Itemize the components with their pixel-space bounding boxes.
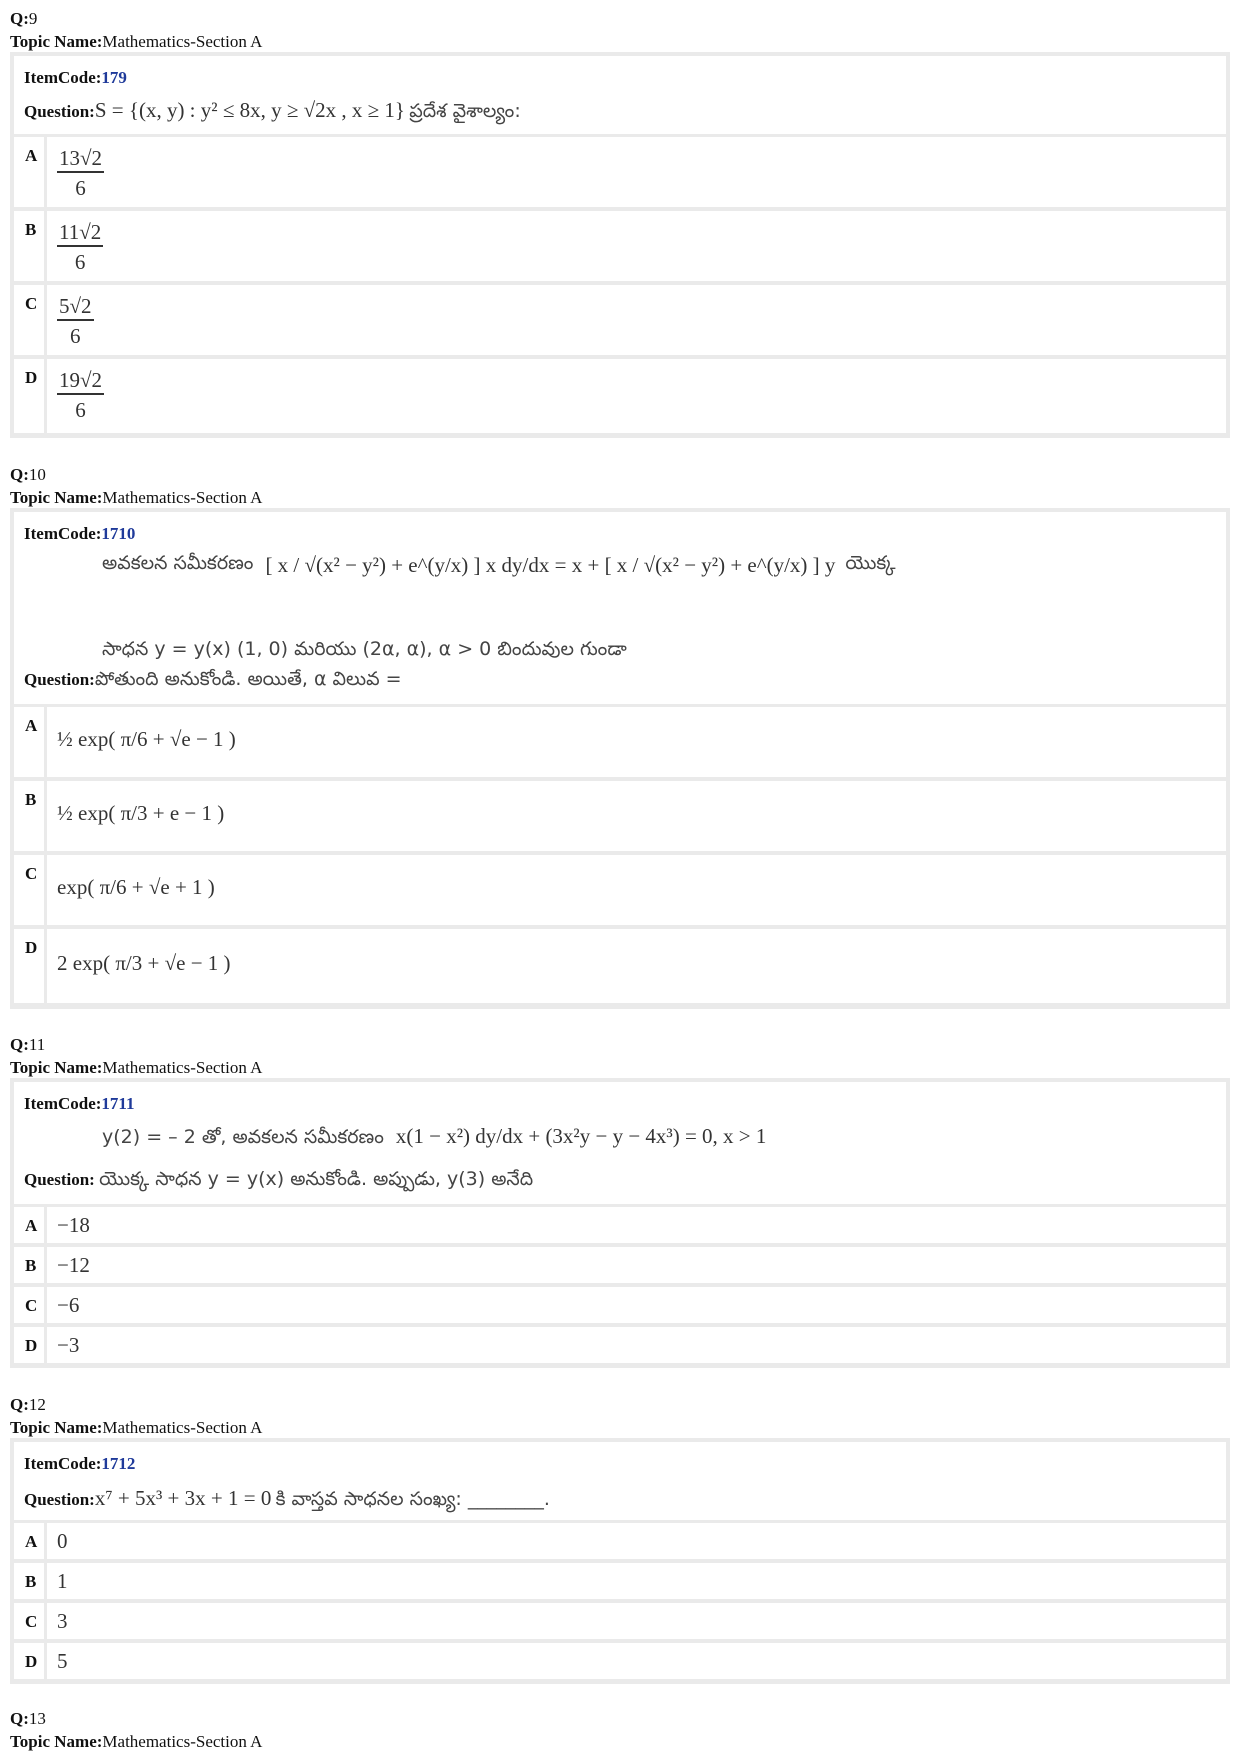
fraction: $\frac{5√2}{6}$ [59,294,92,348]
item-code: ItemCode:1712 [24,1454,136,1473]
question-text: Question:పోతుంది అనుకోండి. అయితే, α విలువ = [24,668,402,690]
question-header [14,56,1226,134]
option-A[interactable]: A 0 [14,1523,1226,1559]
question-card-11 [10,1078,1230,1368]
question-equation-line: అవకలన సమీకరణం [ x / √(x² − y²) + e^(y/x) ] x dy/dx = x + [ x / √(x² − y²) + e^(y/x) ] y యొక్క [102,552,896,577]
topic-name: Topic Name:Mathematics-Section A [10,1418,263,1437]
question-header [14,1442,1226,1520]
option-B[interactable]: B −12 [14,1247,1226,1283]
topic-name: Topic Name:Mathematics-Section A [10,488,263,507]
question-number: Q:12 [10,1395,46,1414]
item-code: ItemCode:1710 [24,524,136,543]
option-C[interactable]: C $\frac{5√2}{6}$ [14,285,1226,355]
option-C[interactable]: C −6 [14,1287,1226,1323]
option-C[interactable]: C 3 [14,1603,1226,1639]
question-text: Question:x⁷ + 5x³ + 3x + 1 = 0 కి వాస్తవ సాధనల సంఖ్య: ________. [24,1486,550,1510]
option-B[interactable]: B $\frac{11√2}{6}$ [14,211,1226,281]
item-code: ItemCode:179 [24,68,127,87]
question-equation-line: y(2) = – 2 తో, అవకలన సమీకరణం x(1 − x²) dy/dx + (3x²y − y − 4x³) = 0, x > 1 [102,1124,767,1148]
question-text-line: సాధన y = y(x) (1, 0) మరియు (2α, α), α > 0 బిందువుల గుండా [102,638,627,660]
fraction: $\frac{13√2}{6}$ [59,146,103,200]
option-C[interactable]: C exp( π/6 + √e + 1 ) [14,855,1226,925]
topic-name: Topic Name:Mathematics-Section A [10,1732,263,1751]
question-number: Q:9 [10,9,38,28]
option-A[interactable]: A ½ exp( π/6 + √e − 1 ) [14,707,1226,777]
question-number: Q:10 [10,465,46,484]
question-text: Question:S = {(x, y) : y² ≤ 8x, y ≥ √2x , x ≥ 1} ప్రదేశ వైశాల్యం: [24,98,521,122]
option-D[interactable]: D 2 exp( π/3 + √e − 1 ) [14,929,1226,1003]
question-number: Q:13 [10,1709,46,1728]
question-card-10 [10,508,1230,1009]
option-B[interactable]: B ½ exp( π/3 + e − 1 ) [14,781,1226,851]
question-number: Q:11 [10,1035,46,1054]
question-text: Question: యొక్క సాధన y = y(x) అనుకోండి. అప్పుడు, y(3) అనేది [24,1168,534,1190]
item-code: ItemCode:1711 [24,1094,135,1113]
topic-name: Topic Name:Mathematics-Section A [10,32,263,51]
question-card-9 [10,52,1230,438]
fraction: $\frac{19√2}{6}$ [59,368,103,422]
question-header [14,512,1226,704]
option-D[interactable]: D $\frac{19√2}{6}$ [14,359,1226,433]
question-header [14,1082,1226,1204]
option-A[interactable]: A $\frac{13√2}{6}$ [14,137,1226,207]
topic-name: Topic Name:Mathematics-Section A [10,1058,263,1077]
question-card-12 [10,1438,1230,1684]
option-A[interactable]: A −18 [14,1207,1226,1243]
option-D[interactable]: D −3 [14,1327,1226,1363]
option-D[interactable]: D 5 [14,1643,1226,1679]
fraction: $\frac{11√2}{6}$ [59,220,102,274]
option-B[interactable]: B 1 [14,1563,1226,1599]
